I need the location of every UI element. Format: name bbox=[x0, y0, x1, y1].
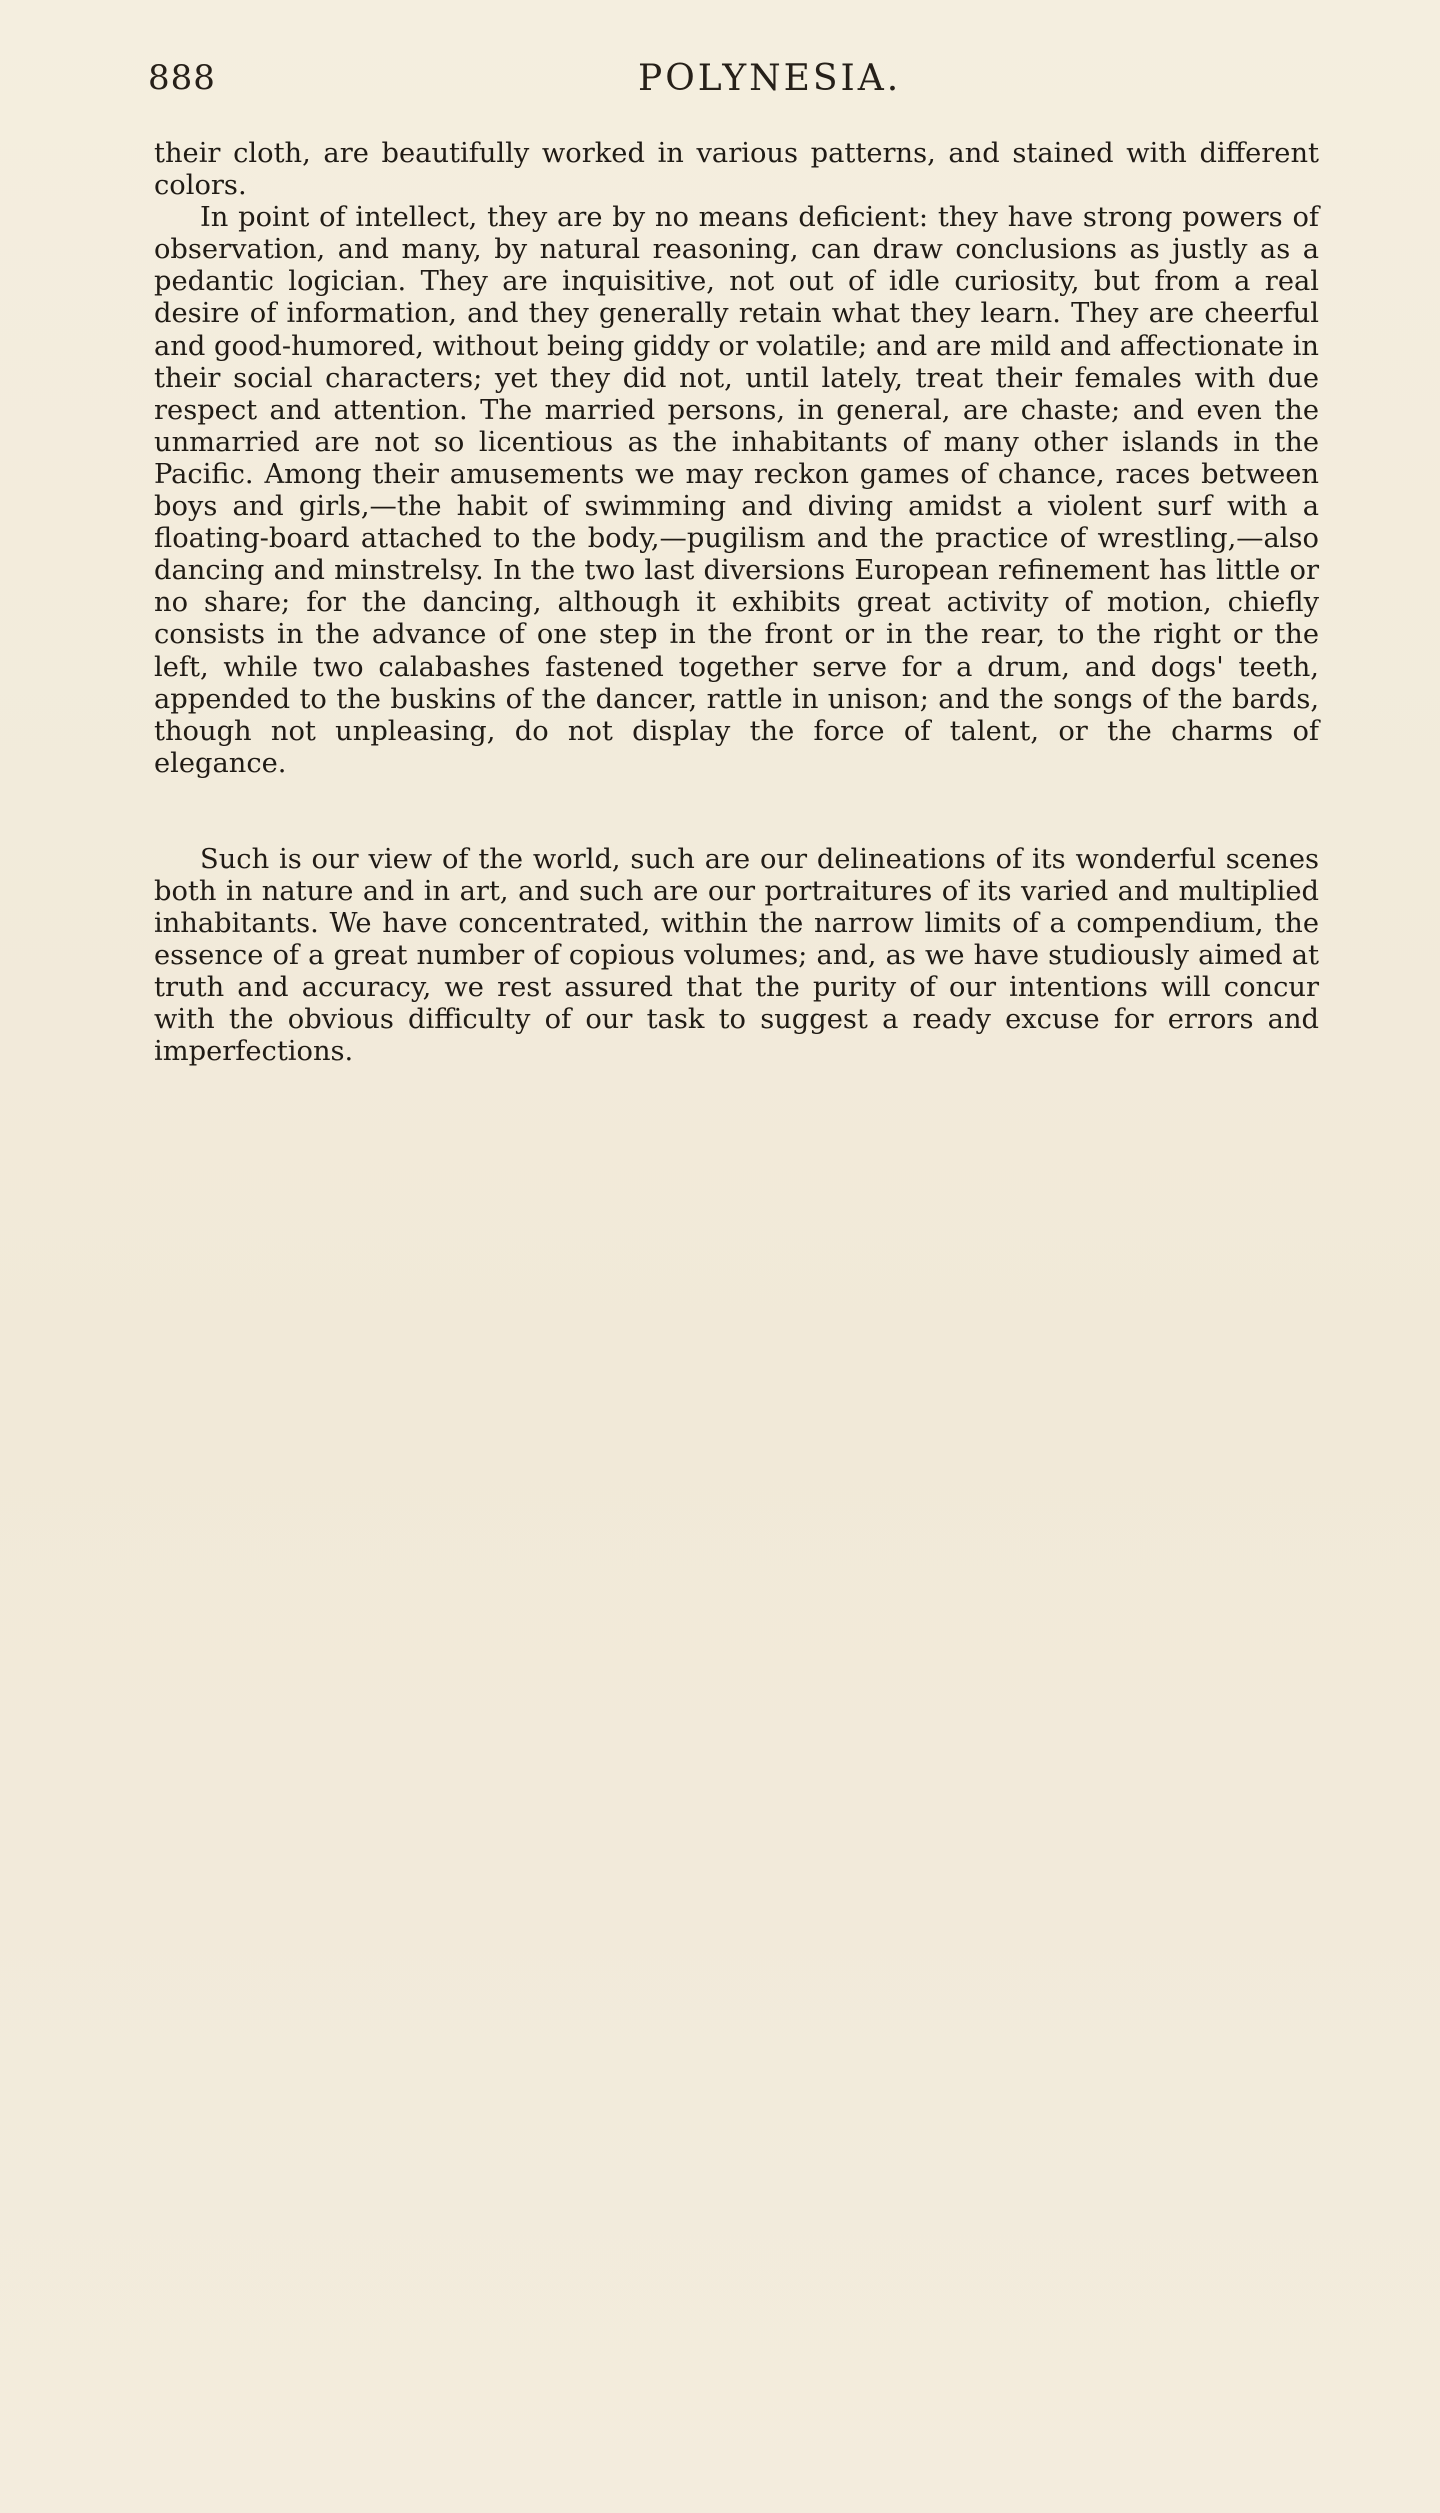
paragraph-closing: Such is our view of the world, such are our delineations of its wonderful scenes both in nature and in art, and such are our portraitures of its varied and multiplied inhabitants. We have concentrated, within the narrow limits of a compendium, the essence of a great number of copious volumes; and, as we have studiously aimed at truth and accuracy, we rest assured that the purity of our intentions will concur with the obvious difficulty of our task to suggest a ready excuse for errors and imperfections. bbox=[154, 843, 1319, 1068]
body-text bbox=[154, 138, 1319, 1069]
page-header bbox=[148, 58, 1308, 118]
page-number: 888 bbox=[148, 58, 216, 98]
paragraph-continued: their cloth, are beautifully worked in various patterns, and stained with different colors. bbox=[154, 138, 1319, 202]
paragraph-intellect: In point of intellect, they are by no means deficient: they have strong powers of observation, and many, by natural reasoning, can draw conclusions as justly as a pedantic logician. They are inquisitive, not out of idle curiosity, but from a real desire of information, and they generally retain what they learn. They are cheerful and good-humored, without being giddy or volatile; and are mild and affectionate in their social characters; yet they did not, until lately, treat their females with due respect and attention. The married persons, in general, are chaste; and even the unmarried are not so licentious as the inhabitants of many other islands in the Pacific. Among their amusements we may reckon games of chance, races between boys and girls,—the habit of swimming and diving amidst a violent surf with a floating-board attached to the body,—pugilism and the practice of wrestling,—also dancing and minstrelsy. In the two last diversions European refinement has little or no share; for the dancing, although it exhibits great activity of motion, chiefly consists in the advance of one step in the front or in the rear, to the right or the left, while two calabashes fastened together serve for a drum, and dogs' teeth, appended to the buskins of the dancer, rattle in unison; and the songs of the bards, though not unpleasing, do not display the force of talent, or the charms of elegance. bbox=[154, 202, 1319, 779]
running-title: POLYNESIA. bbox=[638, 58, 902, 99]
